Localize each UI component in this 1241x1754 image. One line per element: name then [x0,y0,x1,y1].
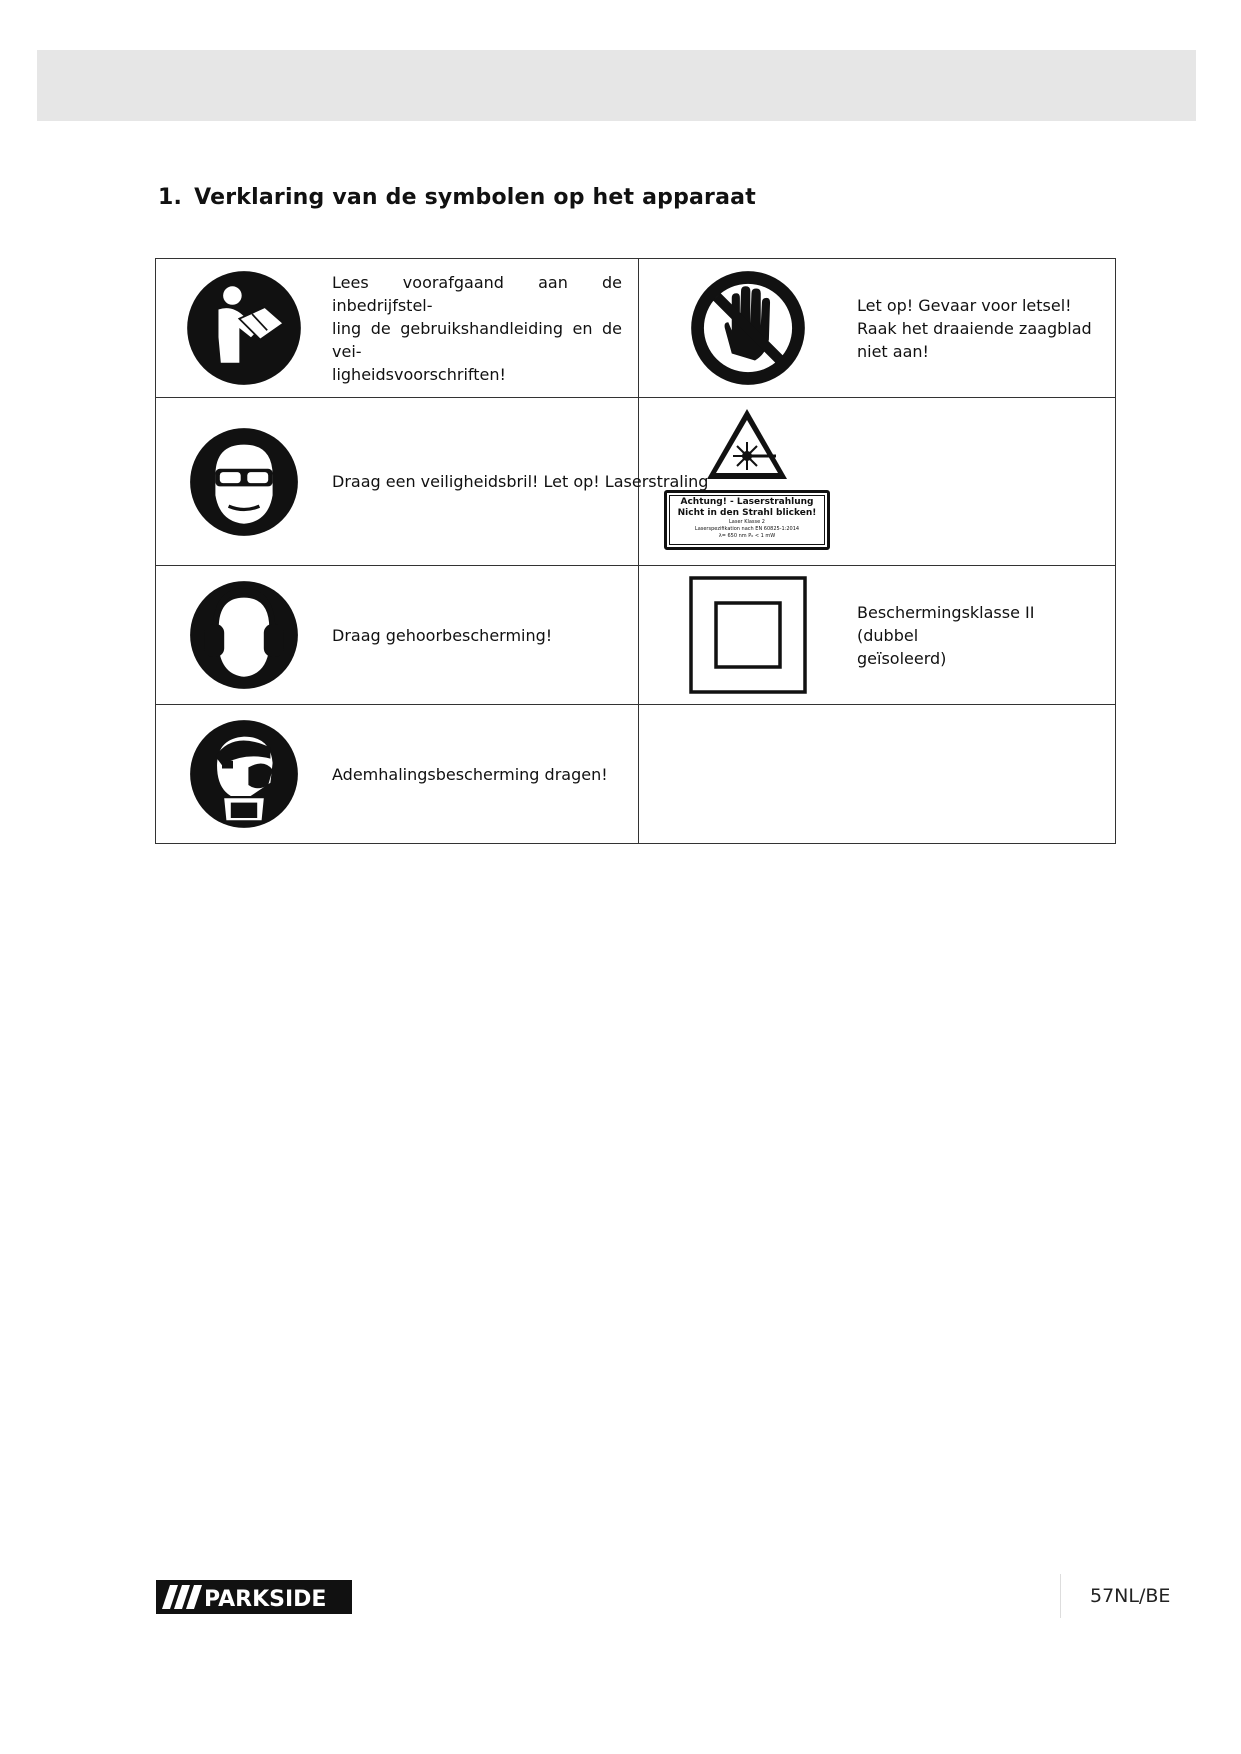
symbol-cell-no-touch [639,259,1116,398]
hearing-protection-text: Draag gehoorbescherming! [332,625,553,645]
parkside-logo [156,1580,352,1614]
symbol-cell-read-manual [156,259,639,398]
laser-label-line: λ= 650 nm P₀ < 1 mW [718,533,776,539]
laser-label-line: Laserspezifikation nach EN 60825-1:2014 [694,526,800,532]
footer-divider [1060,1574,1061,1618]
section-title-text: Verklaring van de symbolen op het apparaat [194,185,756,210]
double-insulation-icon [639,575,857,695]
laser-label-line: Nicht in den Strahl blicken! [677,508,817,518]
class-ii-text-line: geïsoleerd) [857,648,947,668]
symbol-table [155,258,1116,844]
read-manual-text-line: ling de gebruikshandleiding en de vei- [332,318,622,361]
symbol-cell-laser [639,398,1116,566]
brand-wordmark: PARKSIDE [204,1587,327,1612]
class-ii-text-line: Beschermingsklasse II (dubbel [857,602,1035,645]
laser-label-line: Achtung! - Laserstrahlung [680,497,814,507]
read-manual-text-line: Lees voorafgaand aan de inbedrijfstel- [332,272,622,315]
section-title [158,185,756,210]
symbol-cell-respiratory-protection [156,705,639,844]
laser-warning-icon [704,406,790,486]
read-manual-text-line: ligheidsvoorschriften! [332,364,506,384]
hearing-protection-icon [156,580,332,690]
no-touch-text-line: Raak het draaiende zaagblad [857,318,1092,338]
page-number: 57NL/BE [1090,1585,1171,1607]
safety-goggles-icon [156,427,332,537]
no-touch-text-line: Let op! Gevaar voor letsel! [857,295,1072,315]
symbol-cell-empty [639,705,1116,844]
symbol-cell-class-ii [639,566,1116,705]
safety-goggles-text: Draag een veiligheidsbril! Let op! Laserstraling [332,472,709,491]
symbol-cell-hearing-protection [156,566,639,705]
section-number: 1. [158,185,183,210]
respiratory-protection-text: Ademhalingsbescherming dragen! [332,764,608,784]
read-manual-icon [156,270,332,386]
respiratory-protection-icon [156,719,332,829]
laser-label-line: Laser Klasse 2 [729,519,765,525]
header-band [37,50,1196,121]
no-touch-hand-icon [639,270,857,386]
no-touch-text-line: niet aan! [857,341,929,361]
laser-warning-label [664,490,830,550]
symbol-cell-safety-goggles [156,398,709,566]
